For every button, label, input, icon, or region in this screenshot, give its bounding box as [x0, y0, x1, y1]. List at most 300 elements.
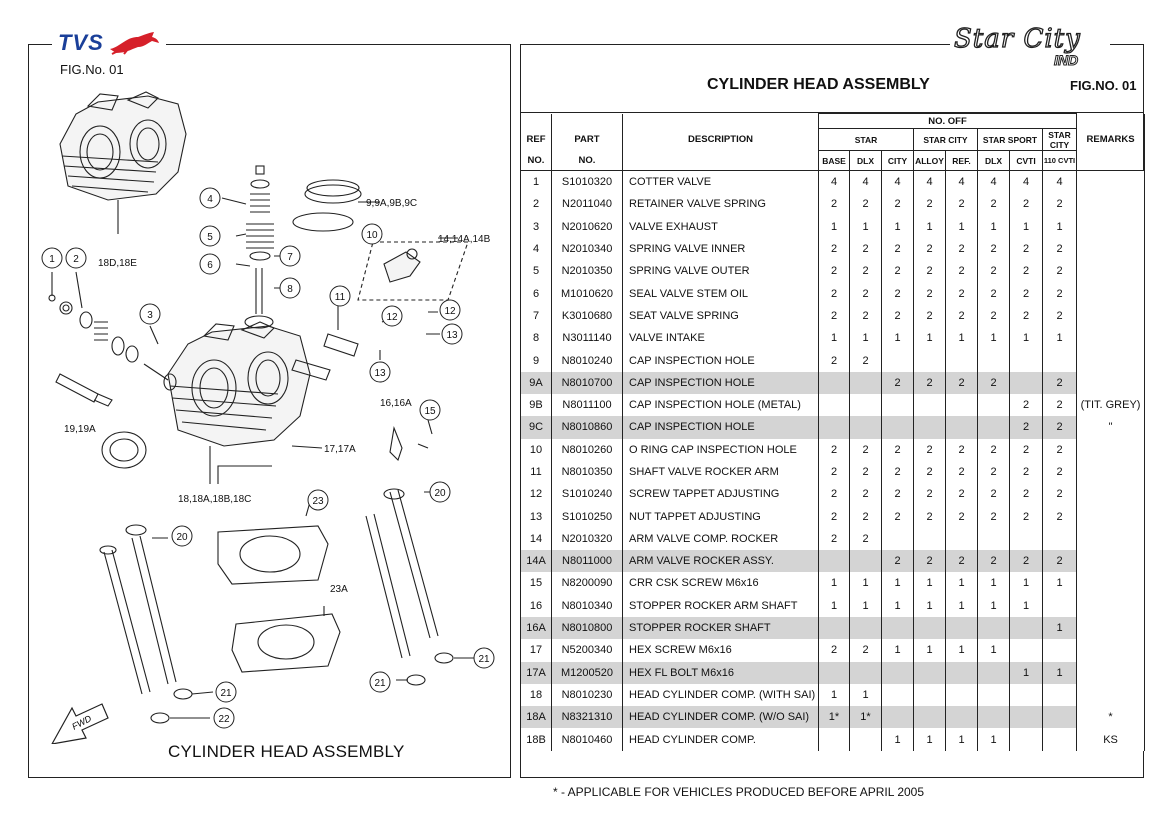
- remarks-cell: [1077, 550, 1145, 572]
- ref-cell: 16: [521, 595, 552, 617]
- qty-cell: 2: [914, 483, 946, 505]
- svg-text:20: 20: [176, 532, 188, 543]
- table-row: [521, 372, 1145, 394]
- ref-cell: 9C: [521, 416, 552, 438]
- remarks-cell: [1077, 216, 1145, 238]
- header-sub-cvti: CVTI: [1010, 151, 1043, 171]
- label-23a: 23A: [330, 584, 348, 595]
- qty-cell: [882, 394, 914, 416]
- cap-drawing: [102, 432, 146, 468]
- stud-bolt-right-drawing: [366, 514, 410, 658]
- description-cell: CRR CSK SCREW M6x16: [623, 572, 819, 594]
- table-row: [521, 550, 1145, 572]
- description-cell: SEAT VALVE SPRING: [623, 305, 819, 327]
- qty-cell: [819, 372, 850, 394]
- qty-cell: 2: [1010, 193, 1043, 215]
- callout-8: [280, 278, 300, 298]
- qty-cell: 1: [882, 216, 914, 238]
- description-cell: O RING CAP INSPECTION HOLE: [623, 439, 819, 461]
- cap-inspection-drawing: [305, 185, 361, 203]
- table-row: [521, 305, 1145, 327]
- ref-cell: 16A: [521, 617, 552, 639]
- ref-cell: 5: [521, 260, 552, 282]
- qty-cell: 2: [914, 193, 946, 215]
- qty-cell: 2: [978, 550, 1010, 572]
- qty-cell: 1: [978, 327, 1010, 349]
- table-row: [521, 662, 1145, 684]
- qty-cell: 2: [1010, 416, 1043, 438]
- table-row: [521, 238, 1145, 260]
- qty-cell: 2: [819, 193, 850, 215]
- qty-cell: 1: [978, 595, 1010, 617]
- qty-cell: 2: [1010, 282, 1043, 304]
- qty-cell: [914, 706, 946, 728]
- svg-text:3: 3: [147, 310, 153, 321]
- qty-cell: [1010, 528, 1043, 550]
- qty-cell: 2: [1043, 193, 1077, 215]
- qty-cell: [1043, 528, 1077, 550]
- table-row: [521, 282, 1145, 304]
- qty-cell: [819, 416, 850, 438]
- qty-cell: 2: [819, 483, 850, 505]
- callout-3: [140, 304, 160, 324]
- qty-cell: 2: [882, 505, 914, 527]
- qty-cell: 2: [1043, 550, 1077, 572]
- part-no-cell: N8010240: [552, 349, 623, 371]
- label-19: 19,19A: [64, 424, 96, 435]
- qty-cell: 2: [882, 305, 914, 327]
- qty-cell: [882, 684, 914, 706]
- remarks-cell: [1077, 483, 1145, 505]
- callout-12a: [382, 306, 402, 326]
- qty-cell: 2: [1010, 394, 1043, 416]
- qty-cell: 2: [1010, 238, 1043, 260]
- description-cell: NUT TAPPET ADJUSTING: [623, 505, 819, 527]
- part-no-cell: N8011100: [552, 394, 623, 416]
- qty-cell: 2: [819, 349, 850, 371]
- qty-cell: [1043, 728, 1077, 750]
- qty-cell: 2: [946, 550, 978, 572]
- qty-cell: 2: [946, 193, 978, 215]
- header-sub-dlx2: DLX: [978, 151, 1010, 171]
- qty-cell: 2: [850, 461, 882, 483]
- qty-cell: 1: [850, 327, 882, 349]
- cotter-drawing: [256, 166, 264, 174]
- part-no-cell: N2010620: [552, 216, 623, 238]
- ref-cell: 15: [521, 572, 552, 594]
- part-no-cell: N8010230: [552, 684, 623, 706]
- description-cell: SPRING VALVE INNER: [623, 238, 819, 260]
- header-ref-no: NO.: [521, 151, 552, 171]
- part-no-cell: N2011040: [552, 193, 623, 215]
- remarks-cell: [1077, 461, 1145, 483]
- table-row: [521, 327, 1145, 349]
- remarks-cell: [1077, 372, 1145, 394]
- qty-cell: 2: [819, 461, 850, 483]
- qty-cell: [914, 617, 946, 639]
- remarks-cell: [1077, 639, 1145, 661]
- remarks-cell: [1077, 260, 1145, 282]
- qty-cell: 4: [850, 171, 882, 194]
- qty-cell: 2: [1043, 394, 1077, 416]
- qty-cell: [850, 662, 882, 684]
- qty-cell: 2: [850, 528, 882, 550]
- qty-cell: 2: [946, 260, 978, 282]
- qty-cell: 2: [850, 349, 882, 371]
- ref-cell: 14A: [521, 550, 552, 572]
- qty-cell: [882, 662, 914, 684]
- qty-cell: 2: [978, 282, 1010, 304]
- ref-cell: 9A: [521, 372, 552, 394]
- part-no-cell: S1010250: [552, 505, 623, 527]
- qty-cell: 1: [819, 216, 850, 238]
- qty-cell: 2: [978, 260, 1010, 282]
- figure-number-left: FIG.No. 01: [60, 62, 124, 77]
- qty-cell: 2: [978, 505, 1010, 527]
- ref-cell: 3: [521, 216, 552, 238]
- ref-cell: 14: [521, 528, 552, 550]
- label-18: 18,18A,18B,18C: [178, 494, 252, 505]
- qty-cell: 2: [914, 439, 946, 461]
- qty-cell: [914, 394, 946, 416]
- header-sub-alloy: ALLOY: [914, 151, 946, 171]
- qty-cell: 2: [1043, 461, 1077, 483]
- remarks-cell: [1077, 505, 1145, 527]
- qty-cell: 2: [850, 483, 882, 505]
- ref-cell: 18B: [521, 728, 552, 750]
- table-row: [521, 684, 1145, 706]
- part-no-cell: N8010860: [552, 416, 623, 438]
- svg-text:20: 20: [434, 488, 446, 499]
- qty-cell: [978, 349, 1010, 371]
- svg-text:1: 1: [49, 254, 55, 265]
- exploded-view-drawing: [28, 44, 511, 744]
- qty-cell: [882, 349, 914, 371]
- qty-cell: 1: [914, 327, 946, 349]
- svg-text:21: 21: [220, 688, 232, 699]
- remarks-cell: [1077, 171, 1145, 194]
- model-logo-text: Star City: [954, 24, 1081, 54]
- qty-cell: [850, 550, 882, 572]
- label-16: 16,16A: [380, 398, 412, 409]
- qty-cell: 1: [914, 572, 946, 594]
- qty-cell: [946, 662, 978, 684]
- callout-13a: [442, 324, 462, 344]
- callout-23: [308, 490, 328, 510]
- remarks-cell: [1077, 238, 1145, 260]
- header-sub-dlx: DLX: [850, 151, 882, 171]
- qty-cell: [946, 394, 978, 416]
- remarks-cell: [1077, 305, 1145, 327]
- label-18d: 18D,18E: [98, 258, 137, 269]
- qty-cell: 1: [1043, 327, 1077, 349]
- qty-cell: [1043, 706, 1077, 728]
- description-cell: ARM VALVE ROCKER ASSY.: [623, 550, 819, 572]
- qty-cell: 2: [1043, 439, 1077, 461]
- table-row: [521, 349, 1145, 371]
- qty-cell: 2: [1010, 550, 1043, 572]
- qty-cell: [1043, 595, 1077, 617]
- qty-cell: 2: [882, 238, 914, 260]
- qty-cell: 1: [946, 216, 978, 238]
- qty-cell: 1: [978, 639, 1010, 661]
- qty-cell: 2: [978, 461, 1010, 483]
- qty-cell: [1043, 684, 1077, 706]
- qty-cell: [978, 394, 1010, 416]
- qty-cell: 2: [882, 282, 914, 304]
- ref-cell: 18: [521, 684, 552, 706]
- qty-cell: 4: [819, 171, 850, 194]
- part-no-cell: N8010260: [552, 439, 623, 461]
- remarks-cell: KS: [1077, 728, 1145, 750]
- table-row: [521, 483, 1145, 505]
- qty-cell: 1: [850, 216, 882, 238]
- qty-cell: 2: [1010, 305, 1043, 327]
- callout-12b: [440, 300, 460, 320]
- qty-cell: 1: [946, 639, 978, 661]
- remarks-cell: [1077, 572, 1145, 594]
- description-cell: ARM VALVE COMP. ROCKER: [623, 528, 819, 550]
- parts-table: [520, 113, 1145, 751]
- qty-cell: 1: [946, 728, 978, 750]
- header-sub-110cvti: 110 CVTI: [1043, 151, 1077, 171]
- svg-text:10: 10: [366, 230, 378, 241]
- qty-cell: 2: [946, 282, 978, 304]
- qty-cell: [978, 684, 1010, 706]
- part-no-cell: N2010340: [552, 238, 623, 260]
- callout-4: [200, 188, 220, 208]
- description-cell: STOPPER ROCKER ARM SHAFT: [623, 595, 819, 617]
- part-no-cell: N2010320: [552, 528, 623, 550]
- ref-cell: 18A: [521, 706, 552, 728]
- table-row: [521, 171, 1145, 194]
- fwd-label: FWD: [70, 713, 94, 732]
- qty-cell: [819, 662, 850, 684]
- qty-cell: 1: [914, 216, 946, 238]
- part-no-cell: N8010460: [552, 728, 623, 750]
- header-remarks: REMARKS: [1077, 129, 1145, 151]
- figure-number-right: FIG.NO. 01: [1070, 78, 1137, 93]
- qty-cell: 1: [978, 572, 1010, 594]
- qty-cell: 1: [1010, 662, 1043, 684]
- svg-text:6: 6: [207, 260, 213, 271]
- qty-cell: 2: [882, 461, 914, 483]
- qty-cell: [914, 416, 946, 438]
- qty-cell: 2: [882, 439, 914, 461]
- description-cell: RETAINER VALVE SPRING: [623, 193, 819, 215]
- part-no-cell: N2010350: [552, 260, 623, 282]
- qty-cell: 4: [946, 171, 978, 194]
- description-cell: HEAD CYLINDER COMP. (W/O SAI): [623, 706, 819, 728]
- qty-cell: 1*: [819, 706, 850, 728]
- qty-cell: [819, 617, 850, 639]
- qty-cell: [1043, 349, 1077, 371]
- footnote: * - APPLICABLE FOR VEHICLES PRODUCED BEFORE APRIL 2005: [553, 785, 925, 799]
- qty-cell: 1: [819, 572, 850, 594]
- svg-text:23: 23: [312, 496, 324, 507]
- callout-2: [66, 248, 86, 268]
- qty-cell: 1: [819, 595, 850, 617]
- table-row: [521, 528, 1145, 550]
- qty-cell: 2: [1010, 260, 1043, 282]
- part-no-cell: S1010240: [552, 483, 623, 505]
- qty-cell: [914, 662, 946, 684]
- svg-text:11: 11: [334, 292, 346, 303]
- remarks-cell: [1077, 327, 1145, 349]
- qty-cell: [882, 528, 914, 550]
- qty-cell: 2: [946, 305, 978, 327]
- header-sub-city: CITY: [882, 151, 914, 171]
- header-star-city: STAR CITY: [914, 129, 978, 151]
- ref-cell: 4: [521, 238, 552, 260]
- qty-cell: [1010, 728, 1043, 750]
- qty-cell: 1: [850, 595, 882, 617]
- svg-text:12: 12: [386, 312, 398, 323]
- part-no-cell: N8010800: [552, 617, 623, 639]
- callout-5: [200, 226, 220, 246]
- qty-cell: 2: [914, 505, 946, 527]
- qty-cell: 1: [1010, 327, 1043, 349]
- qty-cell: 2: [1043, 238, 1077, 260]
- qty-cell: 2: [1010, 439, 1043, 461]
- qty-cell: 1: [850, 684, 882, 706]
- callout-1: [42, 248, 62, 268]
- part-no-cell: N8321310: [552, 706, 623, 728]
- ref-cell: 10: [521, 439, 552, 461]
- qty-cell: 2: [914, 461, 946, 483]
- qty-cell: 4: [882, 171, 914, 194]
- spark-plug-drawing: [56, 374, 98, 402]
- qty-cell: 2: [819, 505, 850, 527]
- remarks-cell: ": [1077, 416, 1145, 438]
- qty-cell: 2: [819, 528, 850, 550]
- qty-cell: 1: [946, 595, 978, 617]
- qty-cell: 2: [978, 193, 1010, 215]
- ref-cell: 13: [521, 505, 552, 527]
- qty-cell: [1010, 684, 1043, 706]
- svg-text:12: 12: [444, 306, 456, 317]
- remarks-cell: [1077, 684, 1145, 706]
- description-cell: SCREW TAPPET ADJUSTING: [623, 483, 819, 505]
- qty-cell: 2: [882, 483, 914, 505]
- svg-text:2: 2: [73, 254, 79, 265]
- svg-text:21: 21: [478, 654, 490, 665]
- qty-cell: [819, 728, 850, 750]
- qty-cell: 1: [914, 595, 946, 617]
- remarks-cell: [1077, 662, 1145, 684]
- ref-cell: 7: [521, 305, 552, 327]
- stud-bolt-left-drawing: [104, 550, 150, 694]
- qty-cell: 2: [882, 260, 914, 282]
- header-star: STAR: [819, 129, 914, 151]
- qty-cell: 2: [978, 305, 1010, 327]
- qty-cell: 1: [1010, 572, 1043, 594]
- qty-cell: [1010, 349, 1043, 371]
- table-row: [521, 394, 1145, 416]
- header-ref: REF: [521, 129, 552, 151]
- callout-13b: [370, 362, 390, 382]
- qty-cell: 2: [1043, 505, 1077, 527]
- qty-cell: 2: [978, 439, 1010, 461]
- remarks-cell: *: [1077, 706, 1145, 728]
- qty-cell: [1010, 617, 1043, 639]
- qty-cell: 1: [1010, 216, 1043, 238]
- part-no-cell: K3010680: [552, 305, 623, 327]
- qty-cell: 2: [978, 483, 1010, 505]
- header-part: PART: [552, 129, 623, 151]
- qty-cell: [850, 728, 882, 750]
- qty-cell: 4: [914, 171, 946, 194]
- remarks-cell: [1077, 595, 1145, 617]
- svg-text:4: 4: [207, 194, 213, 205]
- qty-cell: 2: [1043, 372, 1077, 394]
- qty-cell: 1: [819, 327, 850, 349]
- qty-cell: 2: [914, 282, 946, 304]
- qty-cell: 2: [1010, 483, 1043, 505]
- description-cell: CAP INSPECTION HOLE (METAL): [623, 394, 819, 416]
- qty-cell: 2: [1043, 483, 1077, 505]
- table-row: [521, 193, 1145, 215]
- qty-cell: 1: [914, 728, 946, 750]
- qty-cell: 2: [850, 193, 882, 215]
- label-9: 9,9A,9B,9C: [366, 198, 418, 209]
- remarks-cell: (TIT. GREY): [1077, 394, 1145, 416]
- qty-cell: 2: [914, 260, 946, 282]
- qty-cell: 2: [914, 372, 946, 394]
- qty-cell: 1: [946, 572, 978, 594]
- qty-cell: [1043, 639, 1077, 661]
- fwd-arrow-icon: [52, 704, 108, 744]
- ref-cell: 17A: [521, 662, 552, 684]
- remarks-cell: [1077, 617, 1145, 639]
- qty-cell: 2: [946, 483, 978, 505]
- qty-cell: 1: [1043, 572, 1077, 594]
- qty-cell: 2: [850, 639, 882, 661]
- qty-cell: 1: [946, 327, 978, 349]
- cylinder-head-lower-drawing: [168, 322, 310, 484]
- table-row: [521, 216, 1145, 238]
- qty-cell: 1: [1010, 595, 1043, 617]
- header-description: DESCRIPTION: [623, 129, 819, 151]
- qty-cell: 2: [914, 305, 946, 327]
- description-cell: HEAD CYLINDER COMP. (WITH SAI): [623, 684, 819, 706]
- qty-cell: 1: [819, 684, 850, 706]
- part-no-cell: N8010700: [552, 372, 623, 394]
- qty-cell: 2: [819, 639, 850, 661]
- qty-cell: [978, 662, 1010, 684]
- remarks-cell: [1077, 193, 1145, 215]
- qty-cell: [850, 372, 882, 394]
- description-cell: HEX SCREW M6x16: [623, 639, 819, 661]
- label-14: 14,14A,14B: [438, 234, 491, 245]
- ref-cell: 1: [521, 171, 552, 194]
- qty-cell: 2: [946, 238, 978, 260]
- qty-cell: [978, 528, 1010, 550]
- qty-cell: 2: [946, 439, 978, 461]
- model-logo-subtext: IND: [1054, 52, 1079, 68]
- description-cell: CAP INSPECTION HOLE: [623, 349, 819, 371]
- qty-cell: 2: [1043, 260, 1077, 282]
- ref-cell: 2: [521, 193, 552, 215]
- qty-cell: [914, 349, 946, 371]
- qty-cell: 2: [850, 260, 882, 282]
- qty-cell: 2: [882, 372, 914, 394]
- remarks-cell: [1077, 528, 1145, 550]
- star-city-logo: [950, 22, 1110, 72]
- callout-20b: [430, 482, 450, 502]
- callout-21c: [370, 672, 390, 692]
- qty-cell: 2: [946, 461, 978, 483]
